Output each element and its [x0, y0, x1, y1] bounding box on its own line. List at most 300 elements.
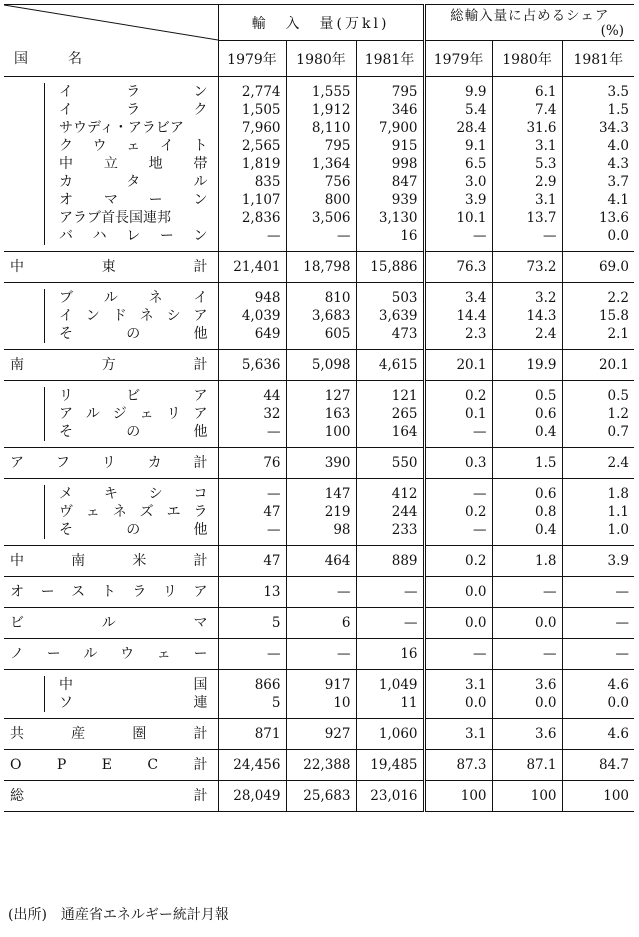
value-cell: 233: [356, 521, 424, 546]
country-name-char: 計: [193, 726, 208, 742]
value-cell: 2.1: [562, 325, 634, 350]
country-name-char: イ: [59, 308, 73, 324]
country-name: [10, 785, 218, 807]
value-cell: 473: [356, 325, 424, 350]
value-cell: 265: [356, 405, 424, 423]
year-header-2: 1981年: [356, 41, 424, 77]
country-name-char: そ: [59, 424, 73, 440]
country-name-char: ド: [112, 308, 127, 324]
share-header-cell: [424, 5, 634, 41]
country-name: [10, 643, 218, 665]
value-cell: 20.1: [424, 350, 492, 381]
country-name-char: ウ: [92, 138, 107, 154]
value-cell: 244: [356, 503, 424, 521]
country-header-cell: [4, 5, 218, 77]
country-name-char: ア: [10, 455, 24, 471]
value-cell: 1.8: [562, 479, 634, 504]
value-cell: 164: [356, 423, 424, 448]
table-row: [4, 521, 634, 546]
country-name-char: リ: [101, 455, 116, 471]
value-cell: 1,505: [218, 101, 286, 119]
country-name: [10, 354, 218, 376]
import-table-sheet: [4, 4, 634, 812]
country-name: [10, 612, 218, 634]
year-header-0: 1979年: [218, 41, 286, 77]
value-cell: 810: [286, 283, 356, 308]
country-name-char: コ: [193, 486, 208, 502]
country-name-char: シ: [148, 486, 163, 502]
value-cell: 7,960: [218, 119, 286, 137]
country-name-char: ブ: [59, 290, 73, 306]
country-name-char: ェ: [85, 504, 100, 520]
country-name-char: の: [126, 326, 141, 342]
country-name-char: の: [126, 522, 141, 538]
country-name-char: イ: [59, 84, 73, 100]
country-name-char: マ: [193, 615, 208, 631]
value-cell: 15,886: [356, 252, 424, 283]
value-cell: 3.1: [424, 719, 492, 750]
value-cell: 0.2: [424, 503, 492, 521]
table-row: [4, 479, 634, 504]
value-cell: 34.3: [562, 119, 634, 137]
country-name-char: ル: [101, 615, 116, 631]
value-cell: —: [424, 479, 492, 504]
country-name: [44, 173, 218, 191]
value-cell: 76.3: [424, 252, 492, 283]
country-name-char: ア: [59, 406, 73, 422]
value-cell: 871: [218, 719, 286, 750]
country-name-char: ネ: [148, 290, 163, 306]
table-row: [4, 307, 634, 325]
value-cell: 3.6: [492, 719, 562, 750]
total-row: [4, 448, 634, 479]
value-cell: —: [286, 227, 356, 252]
country-name: [44, 325, 218, 343]
country-name-char: ト: [101, 584, 116, 600]
country-name-char: シ: [166, 308, 181, 324]
value-cell: 412: [356, 479, 424, 504]
country-name-char: O: [10, 757, 22, 773]
country-name: [44, 485, 218, 503]
value-cell: 14.3: [492, 307, 562, 325]
value-cell: 3.5: [562, 77, 634, 102]
value-cell: 847: [356, 173, 424, 191]
country-name-char: の: [126, 424, 141, 440]
value-cell: —: [562, 608, 634, 639]
country-name-char: イ: [193, 290, 208, 306]
value-cell: 5: [218, 608, 286, 639]
value-cell: 87.3: [424, 750, 492, 781]
value-cell: 0.6: [492, 479, 562, 504]
country-name-char: 中: [59, 156, 73, 172]
value-cell: 4.6: [562, 719, 634, 750]
value-cell: 6.5: [424, 155, 492, 173]
country-name-char: マ: [103, 192, 118, 208]
value-cell: 20.1: [562, 350, 634, 381]
table-row: [4, 173, 634, 191]
value-cell: 2.4: [562, 448, 634, 479]
country-name-char: 東: [101, 259, 116, 275]
value-cell: 5: [218, 694, 286, 719]
country-name-char: ン: [193, 228, 208, 244]
value-cell: —: [356, 608, 424, 639]
value-cell: 31.6: [492, 119, 562, 137]
value-cell: 73.2: [492, 252, 562, 283]
value-cell: 4.3: [562, 155, 634, 173]
country-name: [44, 676, 218, 694]
value-cell: 1.5: [562, 101, 634, 119]
country-name-char: フ: [55, 455, 70, 471]
value-cell: 605: [286, 325, 356, 350]
value-cell: 127: [286, 381, 356, 406]
value-cell: —: [286, 639, 356, 670]
table-row: [4, 325, 634, 350]
country-name-char: カ: [59, 174, 73, 190]
value-cell: 11: [356, 694, 424, 719]
value-cell: 5.3: [492, 155, 562, 173]
country-name-char: P: [56, 757, 67, 773]
value-cell: 1,060: [356, 719, 424, 750]
country-name-char: 中: [10, 259, 24, 275]
value-cell: 5,636: [218, 350, 286, 381]
value-cell: 3.1: [424, 670, 492, 695]
value-cell: 23,016: [356, 781, 424, 812]
country-name-char: レ: [126, 228, 141, 244]
table-row: [4, 503, 634, 521]
value-cell: 550: [356, 448, 424, 479]
value-cell: —: [424, 423, 492, 448]
country-name: [44, 191, 218, 209]
country-name-char: 中: [59, 677, 73, 693]
import-volume-header: 輸 入 量(万kl): [218, 5, 424, 41]
total-row: [4, 781, 634, 812]
value-cell: 2.9: [492, 173, 562, 191]
value-cell: 15.8: [562, 307, 634, 325]
value-cell: 3.0: [424, 173, 492, 191]
value-cell: 3.1: [492, 191, 562, 209]
value-cell: 0.8: [492, 503, 562, 521]
country-name-char: キ: [103, 486, 118, 502]
table-row: [4, 77, 634, 102]
value-cell: 0.5: [562, 381, 634, 406]
country-name-char: ラ: [132, 584, 147, 600]
value-cell: 16: [356, 639, 424, 670]
table-row: [4, 227, 634, 252]
country-name-char: 計: [193, 357, 208, 373]
value-cell: 866: [218, 670, 286, 695]
value-cell: 8,110: [286, 119, 356, 137]
value-cell: 917: [286, 670, 356, 695]
value-cell: 10: [286, 694, 356, 719]
value-cell: 0.1: [424, 405, 492, 423]
country-name-char: ン: [193, 192, 208, 208]
value-cell: 998: [356, 155, 424, 173]
value-cell: 100: [562, 781, 634, 812]
country-name-char: ラ: [126, 84, 141, 100]
value-cell: 98: [286, 521, 356, 546]
year-header-4: 1980年: [492, 41, 562, 77]
total-row: [4, 252, 634, 283]
country-name-char: リ: [166, 406, 181, 422]
country-name-char: ア: [193, 308, 208, 324]
value-cell: 219: [286, 503, 356, 521]
share-unit: (%): [600, 22, 625, 39]
country-name-char: ル: [103, 290, 118, 306]
table-row: [4, 119, 634, 137]
value-cell: 889: [356, 546, 424, 577]
country-name-char: そ: [59, 326, 73, 342]
value-cell: 0.0: [424, 577, 492, 608]
country-name-char: オ: [59, 192, 73, 208]
total-row: [4, 608, 634, 639]
value-cell: 22,388: [286, 750, 356, 781]
country-name-char: 共: [10, 726, 24, 742]
value-cell: 6.1: [492, 77, 562, 102]
table-row: [4, 137, 634, 155]
value-cell: 4,039: [218, 307, 286, 325]
country-name-char: 計: [193, 757, 208, 773]
value-cell: 0.0: [492, 608, 562, 639]
value-cell: 100: [286, 423, 356, 448]
value-cell: 795: [356, 77, 424, 102]
country-name-char: 連: [193, 695, 208, 711]
country-name-char: 圏: [132, 726, 147, 742]
source-note: (出所) 通産省エネルギー統計月報: [8, 907, 229, 923]
value-cell: 3.9: [424, 191, 492, 209]
value-cell: —: [218, 639, 286, 670]
value-cell: —: [424, 639, 492, 670]
country-name: [10, 723, 218, 745]
value-cell: 795: [286, 137, 356, 155]
value-cell: 2,836: [218, 209, 286, 227]
value-cell: 1,555: [286, 77, 356, 102]
country-name: [44, 423, 218, 441]
value-cell: 14.4: [424, 307, 492, 325]
country-name-char: 帯: [193, 156, 208, 172]
country-name-char: イ: [159, 138, 174, 154]
country-name: [44, 227, 218, 245]
total-row: [4, 577, 634, 608]
country-name-char: ー: [46, 646, 61, 662]
value-cell: —: [492, 227, 562, 252]
value-cell: 1.5: [492, 448, 562, 479]
country-name-char: 国: [193, 677, 208, 693]
country-name-char: ノ: [10, 646, 24, 662]
country-name-char: ー: [193, 646, 208, 662]
value-cell: 4.1: [562, 191, 634, 209]
value-cell: 3.4: [424, 283, 492, 308]
country-name-char: ラ: [126, 102, 141, 118]
value-cell: 100: [424, 781, 492, 812]
year-header-1: 1980年: [286, 41, 356, 77]
value-cell: 13.6: [562, 209, 634, 227]
value-cell: 13.7: [492, 209, 562, 227]
country-name-char: ラ: [193, 504, 208, 520]
country-name-char: ハ: [92, 228, 107, 244]
value-cell: 800: [286, 191, 356, 209]
country-name-char: イ: [59, 102, 73, 118]
value-cell: 19.9: [492, 350, 562, 381]
value-cell: 16: [356, 227, 424, 252]
value-cell: 69.0: [562, 252, 634, 283]
value-cell: 1,912: [286, 101, 356, 119]
table-row: [4, 694, 634, 719]
country-name-char: 計: [193, 259, 208, 275]
value-cell: 18,798: [286, 252, 356, 283]
value-cell: 0.5: [492, 381, 562, 406]
country-name: [44, 83, 218, 101]
country-name-char: ク: [59, 138, 73, 154]
value-cell: —: [356, 577, 424, 608]
country-name: [44, 289, 218, 307]
total-row: [4, 750, 634, 781]
value-cell: 464: [286, 546, 356, 577]
value-cell: 6: [286, 608, 356, 639]
country-name: [44, 155, 218, 173]
country-name-char: ー: [159, 228, 174, 244]
value-cell: 2.4: [492, 325, 562, 350]
country-name-char: 他: [193, 326, 208, 342]
country-name: [44, 694, 218, 712]
country-name-char: バ: [59, 228, 73, 244]
value-cell: 7,900: [356, 119, 424, 137]
country-name-char: ー: [40, 584, 55, 600]
country-name-char: ン: [85, 308, 100, 324]
country-name-char: エ: [166, 504, 181, 520]
country-name: [44, 521, 218, 539]
table-row: [4, 405, 634, 423]
table-row: [4, 670, 634, 695]
country-name-char: ネ: [139, 308, 154, 324]
country-name-char: ア: [193, 388, 208, 404]
value-cell: —: [218, 423, 286, 448]
value-cell: —: [424, 227, 492, 252]
country-name: [44, 101, 218, 119]
value-cell: 948: [218, 283, 286, 308]
value-cell: 1.2: [562, 405, 634, 423]
country-name-char: ェ: [126, 138, 141, 154]
value-cell: 47: [218, 546, 286, 577]
table-row: [4, 209, 634, 227]
table-row: [4, 155, 634, 173]
value-cell: 163: [286, 405, 356, 423]
value-cell: 19,485: [356, 750, 424, 781]
value-cell: —: [286, 577, 356, 608]
crude-oil-import-table: [4, 4, 634, 812]
value-cell: 3,639: [356, 307, 424, 325]
value-cell: —: [218, 227, 286, 252]
value-cell: 0.3: [424, 448, 492, 479]
country-name-char: 立: [103, 156, 118, 172]
value-cell: —: [218, 479, 286, 504]
value-cell: 1.8: [492, 546, 562, 577]
value-cell: —: [492, 639, 562, 670]
value-cell: 0.0: [562, 227, 634, 252]
country-name-char: カ: [147, 455, 162, 471]
value-cell: 84.7: [562, 750, 634, 781]
value-cell: 0.0: [492, 694, 562, 719]
value-cell: 21,401: [218, 252, 286, 283]
value-cell: 3,683: [286, 307, 356, 325]
value-cell: 47: [218, 503, 286, 521]
value-cell: 2.3: [424, 325, 492, 350]
table-row: [4, 283, 634, 308]
country-name-char: リ: [59, 388, 73, 404]
country-name-char: ア: [193, 584, 208, 600]
country-name-char: 南: [10, 357, 24, 373]
value-cell: 28,049: [218, 781, 286, 812]
value-cell: 756: [286, 173, 356, 191]
table-row: [4, 101, 634, 119]
value-cell: 24,456: [218, 750, 286, 781]
value-cell: 0.4: [492, 423, 562, 448]
country-name-char: アラブ首長国連邦: [59, 210, 171, 226]
share-header: 総輸入量に占めるシェア: [450, 7, 610, 24]
value-cell: —: [562, 577, 634, 608]
country-name-char: オ: [10, 584, 24, 600]
country-name-char: 他: [193, 424, 208, 440]
value-cell: 1.0: [562, 521, 634, 546]
country-name-char: そ: [59, 522, 73, 538]
country-name-char: タ: [126, 174, 141, 190]
country-name-char: C: [147, 757, 159, 773]
value-cell: 1,819: [218, 155, 286, 173]
header-row-top: [4, 5, 634, 41]
country-name-char: 南: [71, 553, 86, 569]
year-header-3: 1979年: [424, 41, 492, 77]
value-cell: 3.7: [562, 173, 634, 191]
country-name-char: 計: [193, 553, 208, 569]
country-name: [44, 503, 218, 521]
total-row: [4, 639, 634, 670]
value-cell: 76: [218, 448, 286, 479]
value-cell: 0.0: [424, 694, 492, 719]
country-name-char: E: [101, 757, 112, 773]
value-cell: 0.6: [492, 405, 562, 423]
country-name-char: ル: [193, 174, 208, 190]
total-row: [4, 719, 634, 750]
value-cell: 121: [356, 381, 424, 406]
value-cell: 835: [218, 173, 286, 191]
value-cell: 5,098: [286, 350, 356, 381]
country-name-char: メ: [59, 486, 73, 502]
country-name-char: ー: [148, 192, 163, 208]
country-name: [44, 119, 218, 137]
country-name-char: 方: [101, 357, 116, 373]
value-cell: 1,049: [356, 670, 424, 695]
country-name: [44, 137, 218, 155]
country-name-char: ソ: [59, 695, 73, 711]
value-cell: —: [424, 521, 492, 546]
value-cell: 3.6: [492, 670, 562, 695]
table-row: [4, 381, 634, 406]
country-name-char: 総: [10, 788, 24, 804]
country-name-char: ス: [71, 584, 86, 600]
country-name-char: ビ: [126, 388, 141, 404]
value-cell: 0.7: [562, 423, 634, 448]
value-cell: 2,774: [218, 77, 286, 102]
country-name: [10, 581, 218, 603]
value-cell: 927: [286, 719, 356, 750]
value-cell: 3.1: [492, 137, 562, 155]
value-cell: 4.0: [562, 137, 634, 155]
country-name-char: ア: [193, 406, 208, 422]
country-name-char: 地: [148, 156, 163, 172]
country-name: [10, 256, 218, 278]
country-name-char: ネ: [112, 504, 127, 520]
country-name-char: ジ: [112, 406, 127, 422]
value-cell: 5.4: [424, 101, 492, 119]
